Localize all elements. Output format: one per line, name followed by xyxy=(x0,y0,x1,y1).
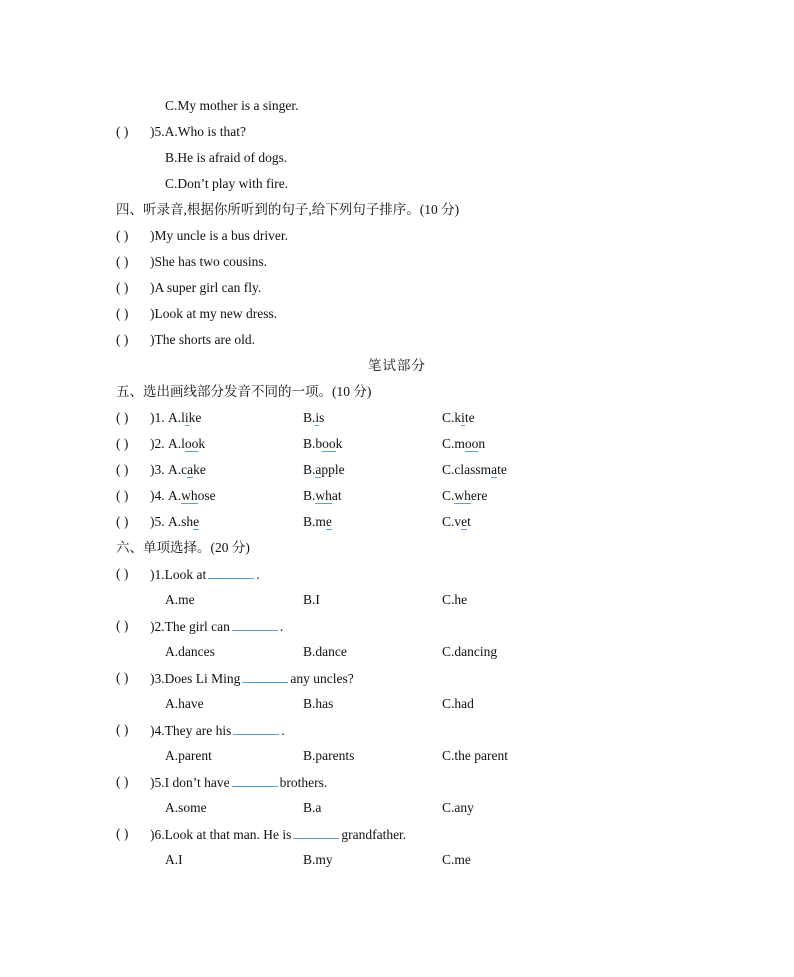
option-c xyxy=(442,462,507,478)
option-b xyxy=(303,488,342,504)
stem-text: )1.Look at xyxy=(150,567,207,582)
option-a xyxy=(168,462,206,478)
stem-text: . xyxy=(281,723,285,738)
underlined-letters: i xyxy=(184,410,189,425)
option-c xyxy=(442,410,475,426)
answer-paren: ( ) xyxy=(116,566,129,581)
option-text: B. xyxy=(303,488,316,503)
answer-paren: ( ) xyxy=(116,332,129,347)
option-text: A.l xyxy=(168,436,185,451)
section-6-heading: 六、单项选择。(20 分) xyxy=(116,540,250,555)
option-text: B.m xyxy=(303,514,326,529)
option-text: ose xyxy=(197,488,216,503)
option-a xyxy=(168,436,205,452)
question-number: )3. xyxy=(150,462,165,477)
option-text: pple xyxy=(321,462,345,477)
option-a: A.I xyxy=(165,852,183,867)
answer-paren: ( ) xyxy=(116,436,129,451)
answer-paren: ( ) xyxy=(116,670,129,685)
option-c xyxy=(442,436,485,452)
option-a xyxy=(168,410,201,426)
option-b: B.dance xyxy=(303,644,347,659)
option-b xyxy=(303,410,324,426)
answer-paren: ( ) xyxy=(116,280,129,295)
option-text: C.v xyxy=(442,514,462,529)
option-b xyxy=(303,514,332,530)
option-text: t xyxy=(467,514,471,529)
underlined-letters: a xyxy=(187,462,194,477)
option-c: C.any xyxy=(442,800,474,815)
answer-paren: ( ) xyxy=(116,410,129,425)
option-text: C.classm xyxy=(442,462,492,477)
answer-blank xyxy=(233,722,279,735)
option-a xyxy=(168,488,216,504)
q5-option-b: B.He is afraid of dogs. xyxy=(165,150,288,165)
option-text: B. xyxy=(303,462,316,477)
underlined-letters: i xyxy=(461,410,465,425)
stem-text: any uncles? xyxy=(290,671,354,686)
underlined-letters: a xyxy=(491,462,498,477)
option-text: A.l xyxy=(168,410,185,425)
q5-option-c: C.Don’t play with fire. xyxy=(165,176,289,191)
answer-paren: ( ) xyxy=(116,826,129,841)
stem-text: grandfather. xyxy=(341,827,407,842)
underlined-letters: e xyxy=(193,514,200,529)
answer-paren: ( ) xyxy=(116,462,129,477)
answer-paren: ( ) xyxy=(116,228,129,243)
q4-option-c: C.My mother is a singer. xyxy=(165,98,299,113)
option-c: C.dancing xyxy=(442,644,498,659)
order-item: )My uncle is a bus driver. xyxy=(150,228,288,243)
option-text: C.k xyxy=(442,410,462,425)
written-part-title: 笔试部分 xyxy=(368,358,426,373)
answer-paren: ( ) xyxy=(116,722,129,737)
question-number: )4. xyxy=(150,488,165,503)
question-stem xyxy=(150,566,260,583)
section-5-heading: 五、选出画线部分发音不同的一项。(10 分) xyxy=(116,384,372,399)
question-number: )2. xyxy=(150,436,165,451)
answer-paren: ( ) xyxy=(116,618,129,633)
option-c: C.had xyxy=(442,696,474,711)
section-4-heading: 四、听录音,根据你所听到的句子,给下列句子排序。(10 分) xyxy=(116,202,460,217)
underlined-letters: wh xyxy=(315,488,332,503)
option-c: C.he xyxy=(442,592,468,607)
q5-stem: )5.A.Who is that? xyxy=(150,124,246,139)
stem-text: )6.Look at that man. He is xyxy=(150,827,292,842)
underlined-letters: a xyxy=(315,462,322,477)
underlined-letters: wh xyxy=(181,488,198,503)
option-text: B. xyxy=(303,410,316,425)
underlined-letters: wh xyxy=(454,488,471,503)
underlined-letters: oo xyxy=(184,436,199,451)
option-text: k xyxy=(198,436,206,451)
stem-text: . xyxy=(279,619,284,634)
question-number: )1. xyxy=(150,410,165,425)
order-item: )A super girl can fly. xyxy=(150,280,262,295)
answer-paren: ( ) xyxy=(116,124,129,139)
order-item: )The shorts are old. xyxy=(150,332,255,347)
option-text: A. xyxy=(168,488,182,503)
option-b: B.parents xyxy=(303,748,355,763)
answer-blank xyxy=(293,826,339,839)
question-stem xyxy=(150,618,283,635)
option-c xyxy=(442,514,471,530)
option-text: ke xyxy=(193,462,206,477)
option-text: n xyxy=(478,436,486,451)
option-b xyxy=(303,436,342,452)
option-a xyxy=(168,514,199,530)
option-a: A.dances xyxy=(165,644,215,659)
question-stem xyxy=(150,670,354,687)
answer-paren: ( ) xyxy=(116,514,129,529)
stem-text: )5.I don’t have xyxy=(150,775,230,790)
answer-blank xyxy=(232,774,278,787)
answer-paren: ( ) xyxy=(116,254,129,269)
question-number: )5. xyxy=(150,514,165,529)
option-c: C.me xyxy=(442,852,471,867)
option-text: at xyxy=(331,488,342,503)
answer-blank xyxy=(208,566,254,579)
stem-text: )3.Does Li Ming xyxy=(150,671,241,686)
answer-blank xyxy=(242,670,288,683)
question-stem xyxy=(150,826,406,843)
option-b: B.my xyxy=(303,852,333,867)
underlined-letters: i xyxy=(315,410,320,425)
option-text: B.b xyxy=(303,436,323,451)
underlined-letters: oo xyxy=(464,436,479,451)
answer-blank xyxy=(232,618,278,631)
underlined-letters: e xyxy=(461,514,468,529)
question-stem xyxy=(150,722,285,739)
stem-text: brothers. xyxy=(279,775,328,790)
underlined-letters: oo xyxy=(322,436,336,451)
option-text: C.m xyxy=(442,436,465,451)
underlined-letters: e xyxy=(325,514,332,529)
option-text: A.sh xyxy=(168,514,194,529)
order-item: )She has two cousins. xyxy=(150,254,267,269)
option-b: B.a xyxy=(303,800,322,815)
order-item: )Look at my new dress. xyxy=(150,306,278,321)
option-a: A.some xyxy=(165,800,207,815)
option-text: ke xyxy=(188,410,202,425)
option-c: C.the parent xyxy=(442,748,508,763)
option-text: s xyxy=(319,410,325,425)
option-b: B.has xyxy=(303,696,334,711)
option-a: A.parent xyxy=(165,748,212,763)
stem-text: )4.They are his xyxy=(150,723,232,738)
stem-text: )2.The girl can xyxy=(150,619,230,634)
answer-paren: ( ) xyxy=(116,306,129,321)
answer-paren: ( ) xyxy=(116,488,129,503)
option-text: k xyxy=(335,436,343,451)
answer-paren: ( ) xyxy=(116,774,129,789)
option-a: A.have xyxy=(165,696,204,711)
option-text: te xyxy=(497,462,507,477)
option-a: A.me xyxy=(165,592,195,607)
option-c xyxy=(442,488,487,504)
option-b: B.I xyxy=(303,592,320,607)
option-text: te xyxy=(464,410,475,425)
option-text: ere xyxy=(470,488,488,503)
option-b xyxy=(303,462,345,478)
stem-text: . xyxy=(256,567,260,582)
question-stem xyxy=(150,774,327,791)
option-text: A.c xyxy=(168,462,188,477)
option-text: C. xyxy=(442,488,455,503)
